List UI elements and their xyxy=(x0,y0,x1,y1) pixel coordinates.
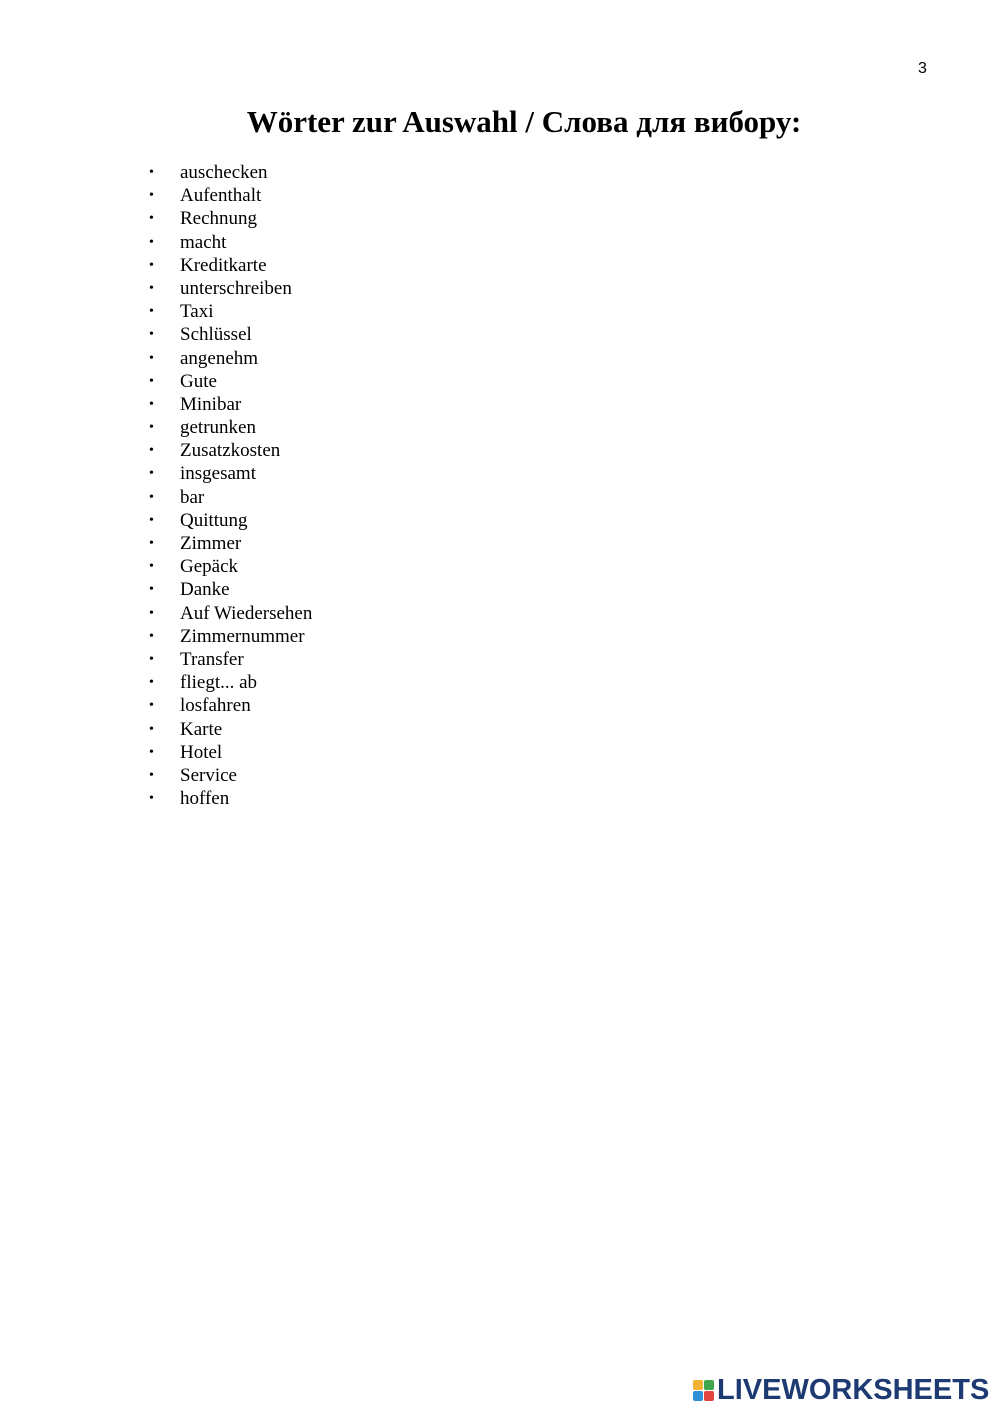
list-item xyxy=(143,555,312,578)
list-item xyxy=(143,231,312,254)
word-text: Transfer xyxy=(180,648,244,670)
list-item xyxy=(143,347,312,370)
bullet-icon: • xyxy=(149,791,154,807)
bullet-icon: • xyxy=(149,582,154,598)
page-title: Wörter zur Auswahl / Слова для вибору: xyxy=(246,104,802,139)
bullet-icon: • xyxy=(149,675,154,691)
word-text: Service xyxy=(180,764,237,786)
bullet-icon: • xyxy=(149,304,154,320)
word-text: bar xyxy=(180,486,205,508)
word-text: Zimmer xyxy=(180,533,242,554)
bullet-icon: • xyxy=(149,512,154,528)
bullet-icon: • xyxy=(149,721,154,737)
word-text: Schlüssel xyxy=(180,324,252,346)
bullet-icon: • xyxy=(149,489,154,505)
bullet-icon: • xyxy=(149,767,154,783)
list-item xyxy=(143,277,312,300)
word-text: Aufenthalt xyxy=(180,185,262,207)
list-item xyxy=(143,370,312,393)
bullet-icon: • xyxy=(149,327,154,343)
list-item xyxy=(143,439,312,462)
logo-square xyxy=(693,1391,703,1401)
word-text: Auf Wiedersehen xyxy=(180,602,313,624)
word-text: auschecken xyxy=(180,162,268,183)
bullet-icon: • xyxy=(149,559,154,575)
bullet-icon: • xyxy=(149,165,154,180)
word-text: hoffen xyxy=(180,788,230,810)
word-text: Karte xyxy=(180,718,223,740)
list-item xyxy=(143,184,312,207)
bullet-icon: • xyxy=(149,234,154,250)
liveworksheets-logo xyxy=(693,1374,989,1406)
logo-square xyxy=(693,1380,703,1390)
bullet-icon: • xyxy=(149,628,154,644)
bullet-icon: • xyxy=(149,188,154,204)
word-text: angenehm xyxy=(180,347,259,369)
liveworksheets-logo-icon xyxy=(693,1380,714,1401)
bullet-icon: • xyxy=(149,536,154,551)
bullet-icon: • xyxy=(149,744,154,760)
bullet-icon: • xyxy=(149,605,154,621)
word-text: Minibar xyxy=(180,393,242,415)
list-item xyxy=(143,161,312,184)
bullet-icon: • xyxy=(149,420,154,436)
page-number: 3 xyxy=(918,60,927,77)
bullet-icon: • xyxy=(149,280,154,296)
list-item xyxy=(143,323,312,346)
list-item xyxy=(143,787,312,810)
word-text: Taxi xyxy=(180,301,214,323)
word-text: Gepäck xyxy=(180,556,239,578)
list-item xyxy=(143,602,312,625)
word-text: unterschreiben xyxy=(180,277,292,299)
word-text: getrunken xyxy=(180,417,256,439)
list-item xyxy=(143,578,312,601)
list-item xyxy=(143,416,312,439)
list-item xyxy=(143,718,312,741)
logo-square xyxy=(704,1391,714,1401)
word-text: Quittung xyxy=(180,509,248,531)
logo-square xyxy=(704,1380,714,1390)
bullet-icon: • xyxy=(149,257,154,273)
list-item xyxy=(143,486,312,509)
bullet-icon: • xyxy=(149,373,154,389)
word-text: macht xyxy=(180,231,227,253)
word-text: insgesamt xyxy=(180,463,256,485)
bullet-icon: • xyxy=(149,396,154,412)
word-text: Gute xyxy=(180,370,217,392)
bullet-icon: • xyxy=(149,651,154,667)
word-text: losfahren xyxy=(180,695,251,717)
word-text: Hotel xyxy=(180,741,223,763)
list-item xyxy=(143,462,312,485)
list-item xyxy=(143,254,312,277)
list-item xyxy=(143,648,312,671)
list-item xyxy=(143,671,312,694)
bullet-icon: • xyxy=(149,211,154,227)
list-item xyxy=(143,764,312,787)
list-item xyxy=(143,393,312,416)
word-text: Zimmernummer xyxy=(180,625,305,647)
word-text: Zusatzkosten xyxy=(180,440,281,462)
list-item xyxy=(143,532,312,555)
list-item xyxy=(143,207,312,230)
bullet-icon: • xyxy=(149,443,154,459)
word-text: Kreditkarte xyxy=(180,254,267,276)
word-text: Danke xyxy=(180,579,230,601)
logo-text: LIVEWORKSHEETS xyxy=(717,1373,990,1406)
list-item xyxy=(143,694,312,717)
list-item xyxy=(143,625,312,648)
word-text: fliegt... ab xyxy=(180,672,258,694)
word-text: Rechnung xyxy=(180,208,258,230)
list-item xyxy=(143,300,312,323)
list-item xyxy=(143,741,312,764)
bullet-icon: • xyxy=(149,466,154,482)
bullet-icon: • xyxy=(149,350,154,366)
bullet-icon: • xyxy=(149,698,154,714)
list-item xyxy=(143,509,312,532)
word-list xyxy=(143,161,312,810)
